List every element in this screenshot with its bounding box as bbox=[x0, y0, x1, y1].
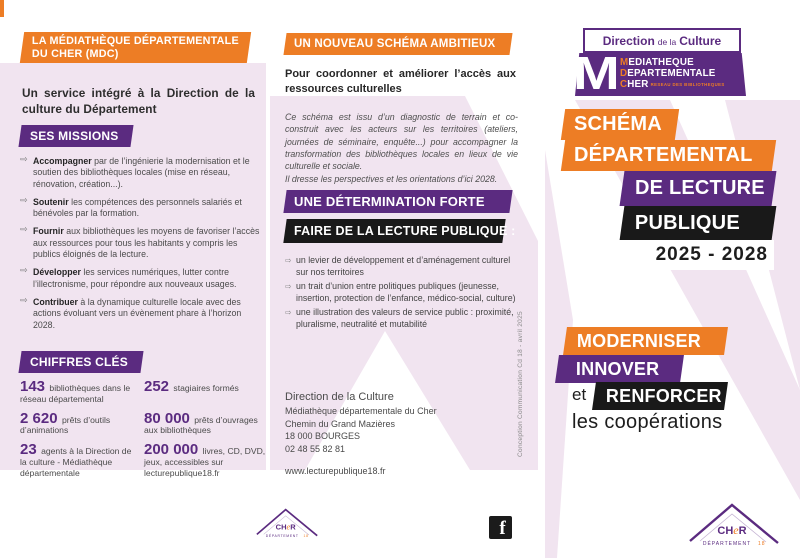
key-figure bbox=[144, 409, 266, 437]
mission-item: ⇨ Fournir aux bibliothèques les moyens de favoriser l’accès aux ressources pour tous les habitants y compris les publics éloignés de la lecture. bbox=[20, 225, 260, 260]
slogan-et: et bbox=[572, 385, 587, 404]
svg-text:CHeR: CHeR bbox=[275, 522, 296, 532]
cher-department-logo-large bbox=[680, 497, 785, 552]
arrow-bullet-icon: ⇨ bbox=[20, 155, 28, 165]
slogan-innover: INNOVER bbox=[555, 355, 684, 383]
left-panel-header-label: LA MÉDIATHÈQUE DÉPARTEMENTALE DU CHER (MDC) bbox=[32, 34, 239, 60]
mission-item: ⇨ Développer les services numériques, lutter contre l’illectronisme, pour répondre aux nouveaux usages. bbox=[20, 266, 237, 289]
key-figure bbox=[144, 441, 266, 478]
slogan-renforcer: RENFORCER bbox=[592, 382, 728, 410]
mdc-logo-wordmark bbox=[620, 57, 725, 90]
key-figures-grid bbox=[20, 378, 266, 479]
key-figures-section-title: CHIFFRES CLÉS bbox=[18, 351, 143, 373]
title-years: 2025 - 2028 bbox=[622, 240, 774, 270]
address-line: Médiathèque départementale du Cher bbox=[285, 406, 437, 416]
logo-line: MEDIATHEQUE bbox=[620, 57, 694, 68]
key-figure bbox=[20, 441, 138, 478]
bullet-item: ⇨ une illustration des valeurs de service public : proximité, pluralisme, neutralité et mutabilité bbox=[285, 307, 514, 329]
title-publique: PUBLIQUE bbox=[620, 206, 777, 240]
svg-text:CHeR: CHeR bbox=[717, 523, 747, 537]
key-figure-label: bibliothèques dans le réseau départemental bbox=[20, 383, 131, 404]
logo-line: CHER RESEAU DES BIBLIOTHEQUES bbox=[620, 79, 725, 90]
arrow-bullet-icon: ⇨ bbox=[285, 282, 292, 291]
contact-address bbox=[285, 390, 437, 455]
arrow-bullet-icon: ⇨ bbox=[20, 225, 28, 236]
key-figure-value: 23 bbox=[20, 441, 37, 459]
title-schema: SCHÉMA bbox=[561, 109, 679, 140]
title-departemental: DÉPARTEMENTAL bbox=[561, 140, 776, 171]
address-line: 02 48 55 82 81 bbox=[285, 443, 346, 454]
address-line: 18 000 BOURGES bbox=[285, 431, 361, 441]
bullet-item: ⇨ un trait d’union entre politiques publiques (jeunesse, insertion, protection de l’enfance, médico-social, culture) bbox=[285, 281, 516, 303]
key-figure-label: prêts d’ouvrages aux bibliothèques bbox=[144, 414, 258, 436]
svg-text:DÉPARTEMENT: DÉPARTEMENT bbox=[702, 541, 752, 547]
svg-text:DÉPARTEMENT: DÉPARTEMENT bbox=[265, 534, 299, 539]
svg-text:18: 18 bbox=[758, 541, 766, 547]
middle-intro-paragraphs bbox=[285, 111, 518, 187]
key-figure-value: 200 000 bbox=[144, 441, 199, 459]
mdc-logo-m-letter: M bbox=[573, 47, 620, 99]
arrow-bullet-icon: ⇨ bbox=[285, 256, 292, 265]
slogan-cooperations: les coopérations bbox=[572, 411, 723, 433]
intro-paragraph: Ce schéma est issu d’un diagnostic de terrain et co-construit avec les acteurs sur les territoires (ateliers, journées de séminaire, enquête...) pour accompagner la transformation des bibliothèques locales en lieux de vie culturelle et sociale. bbox=[285, 112, 518, 172]
key-figure-label: agents à la Direction de la culture - Médiathèque départementale bbox=[20, 446, 132, 478]
key-figure-value: 143 bbox=[20, 378, 46, 395]
key-figure bbox=[144, 378, 266, 405]
mission-item: ⇨ Soutenir les compétences des personnels salariés et bénévoles par la formation. bbox=[20, 195, 242, 219]
arrow-bullet-icon: ⇨ bbox=[20, 195, 28, 206]
key-figure-value: 2 620 bbox=[20, 409, 58, 427]
key-figure-label: stagiaires formés bbox=[173, 383, 239, 393]
mission-item: ⇨ Accompagner par de l’ingénierie la modernisation et le soutien des bibliothèques locales (mise en réseau, rénovation, création...). bbox=[20, 155, 250, 189]
website-link[interactable]: www.lecturepublique18.fr bbox=[285, 466, 386, 476]
missions-list bbox=[20, 156, 260, 338]
facebook-icon[interactable]: f bbox=[489, 516, 512, 539]
direction-culture-logo-banner: Direction de la Culture bbox=[583, 28, 741, 53]
svg-text:18: 18 bbox=[303, 534, 309, 539]
left-panel-header bbox=[20, 32, 251, 63]
cher-department-logo-small bbox=[250, 504, 322, 542]
slogan-moderniser: MODERNISER bbox=[563, 327, 728, 355]
key-figure-value: 252 bbox=[144, 378, 170, 395]
left-intro-text: Un service intégré à la Direction de la culture du Département bbox=[22, 86, 255, 116]
key-figure bbox=[20, 409, 138, 437]
lecture-publique-bullets bbox=[285, 255, 522, 333]
address-line: Chemin du Grand Mazières bbox=[285, 418, 396, 429]
arrow-bullet-icon: ⇨ bbox=[20, 266, 28, 277]
key-figure-label: livres, CD, DVD, jeux, accessibles sur lecturepublique18.fr bbox=[144, 446, 266, 478]
key-figure-label: prêts d’outils d’animations bbox=[20, 414, 111, 436]
credit-vertical-text: Conception Communication Cd 18 - avril 2025 bbox=[517, 311, 524, 457]
determination-section-title: UNE DÉTERMINATION FORTE bbox=[283, 190, 512, 213]
lecture-publique-title: FAIRE DE LA LECTURE PUBLIQUE : bbox=[283, 219, 505, 243]
middle-panel-header: UN NOUVEAU SCHÉMA AMBITIEUX bbox=[283, 33, 512, 55]
address-line: Direction de la Culture bbox=[285, 391, 394, 403]
bullet-item: ⇨ un levier de développement et d’aménagement culturel sur nos territoires bbox=[285, 255, 511, 277]
arrow-bullet-icon: ⇨ bbox=[20, 295, 28, 306]
key-figure-value: 80 000 bbox=[144, 409, 190, 427]
intro-paragraph: Il dresse les perspectives et les orientations d’ici 2028. bbox=[285, 174, 498, 185]
fold-corner-mark bbox=[0, 0, 4, 17]
mission-item: ⇨ Contribuer à la dynamique culturelle locale avec des actions évoluant vers un évènement phare à l’horizon 2028. bbox=[20, 295, 242, 330]
logo-line: DEPARTEMENTALE bbox=[620, 68, 716, 79]
title-de-lecture: DE LECTURE bbox=[620, 171, 777, 206]
arrow-bullet-icon: ⇨ bbox=[285, 308, 292, 317]
middle-subtitle: Pour coordonner et améliorer l’accès aux ressources culturelles bbox=[285, 68, 516, 95]
missions-section-title: SES MISSIONS bbox=[18, 125, 133, 147]
key-figure bbox=[20, 378, 138, 405]
logo-network-tagline: RESEAU DES BIBLIOTHEQUES bbox=[650, 82, 725, 87]
